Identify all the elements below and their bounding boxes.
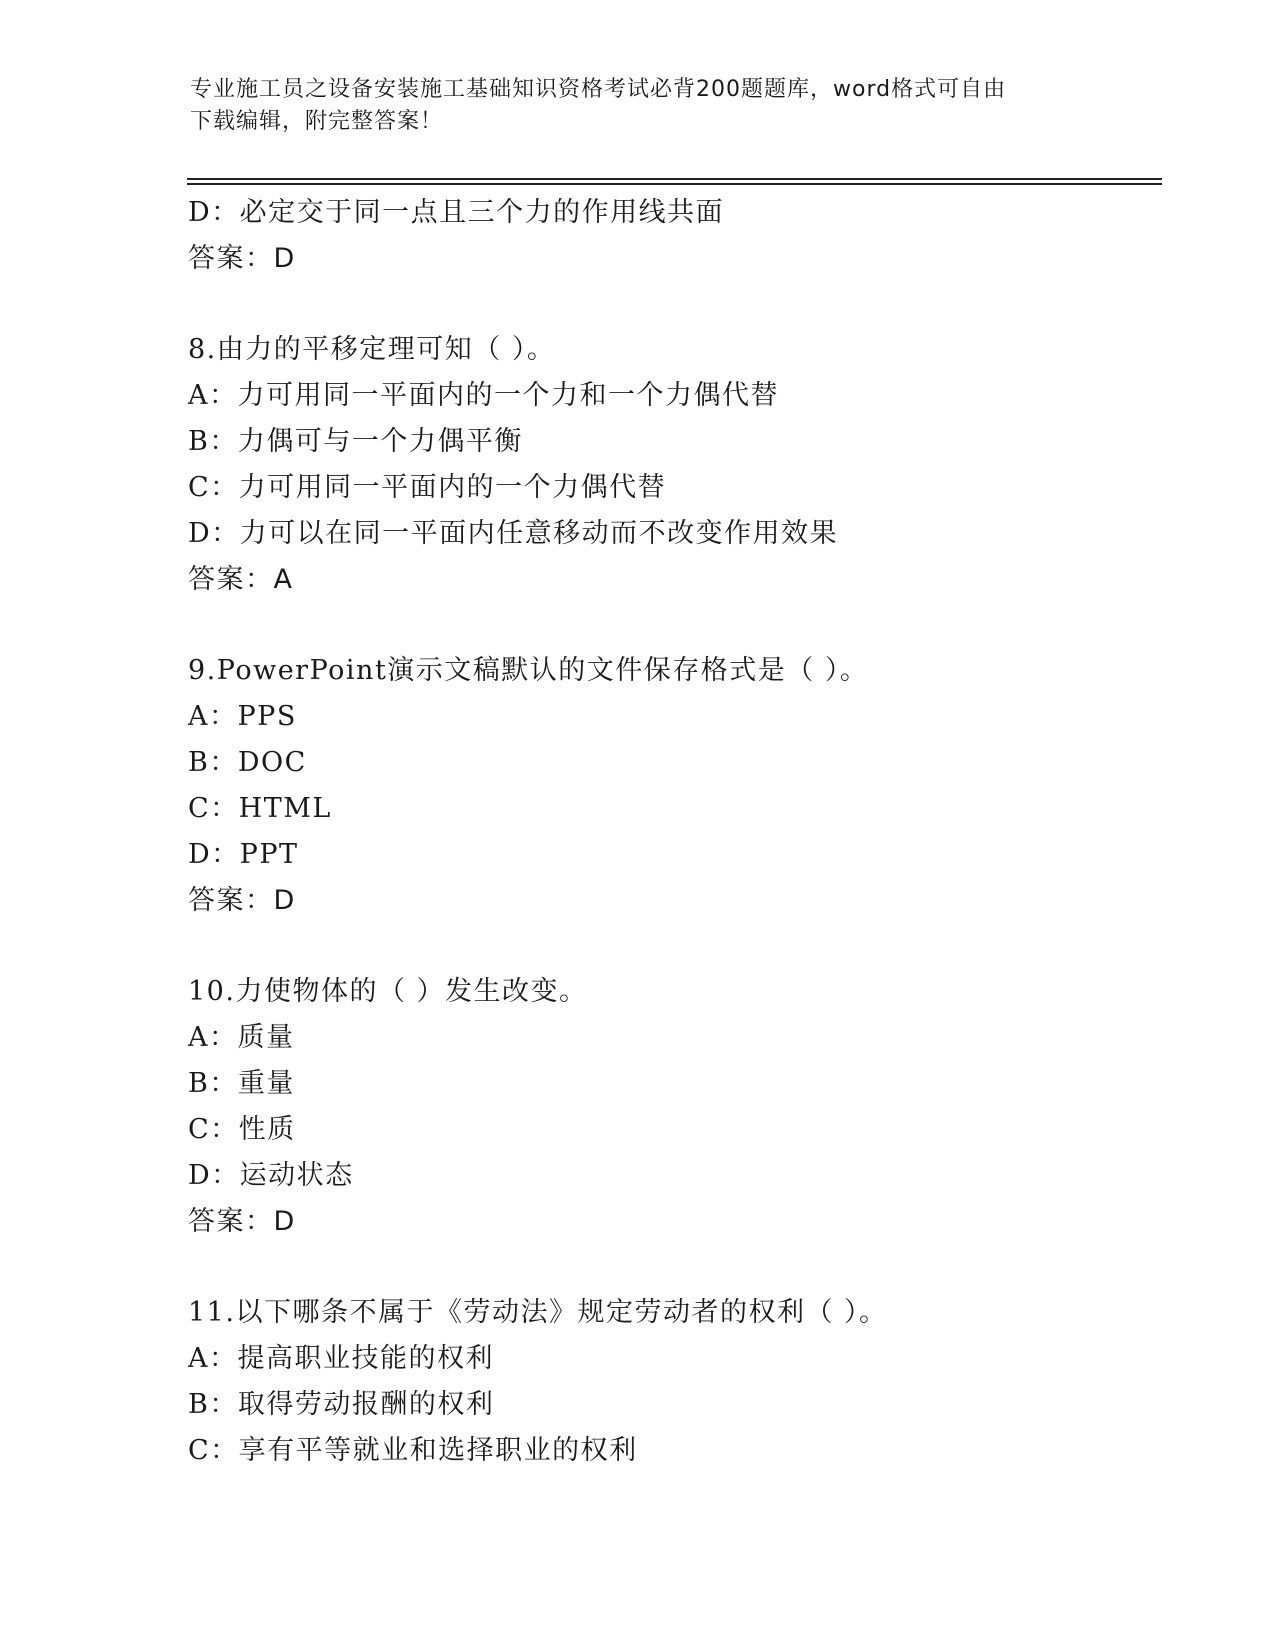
question-text: 9.PowerPoint演示文稿默认的文件保存格式是（ ）。 (188, 655, 869, 686)
spacer (188, 282, 1148, 327)
question-10 (188, 969, 1148, 1245)
option-b: B：重量 (188, 1068, 295, 1099)
option-d: D：PPT (188, 839, 299, 870)
answer-line: 答案：D (188, 885, 296, 916)
question-list (188, 190, 1148, 1474)
header-divider-bottom (187, 183, 1162, 185)
option-c: C：力可用同一平面内的一个力偶代替 (188, 472, 667, 503)
option-b: B：力偶可与一个力偶平衡 (188, 426, 523, 457)
option-d: D：力可以在同一平面内任意移动而不改变作用效果 (188, 518, 839, 549)
answer-line: 答案：A (188, 564, 294, 595)
option-a: A：提高职业技能的权利 (188, 1343, 494, 1374)
spacer (188, 1245, 1148, 1290)
spacer (188, 603, 1148, 648)
answer-line: 答案：D (188, 1206, 296, 1237)
option-a: A：PPS (188, 701, 297, 732)
option-c: C：享有平等就业和选择职业的权利 (188, 1435, 638, 1466)
option-d: D：必定交于同一点且三个力的作用线共面 (188, 197, 725, 228)
option-b: B：取得劳动报酬的权利 (188, 1389, 495, 1420)
option-a: A：力可用同一平面内的一个力和一个力偶代替 (188, 380, 779, 411)
question-7-tail (188, 190, 1148, 282)
option-c: C：性质 (188, 1114, 296, 1145)
question-text: 8.由力的平移定理可知（ ）。 (188, 334, 556, 365)
question-text: 11.以下哪条不属于《劳动法》规定劳动者的权利（ ）。 (188, 1297, 888, 1328)
question-11 (188, 1290, 1148, 1474)
header-divider-top (187, 178, 1162, 180)
header-line-2: 下载编辑，附完整答案！ (190, 109, 444, 134)
spacer (188, 924, 1148, 969)
question-text: 10.力使物体的（ ）发生改变。 (188, 976, 588, 1007)
option-a: A：质量 (188, 1022, 295, 1053)
option-c: C：HTML (188, 793, 332, 824)
header-line-1: 专业施工员之设备安装施工基础知识资格考试必背200题题库，word格式可自由 (190, 77, 1007, 102)
question-9 (188, 648, 1148, 924)
answer-line: 答案：D (188, 243, 296, 274)
option-d: D：运动状态 (188, 1160, 354, 1191)
question-8 (188, 327, 1148, 603)
document-header (190, 74, 1090, 138)
option-b: B：DOC (188, 747, 307, 778)
